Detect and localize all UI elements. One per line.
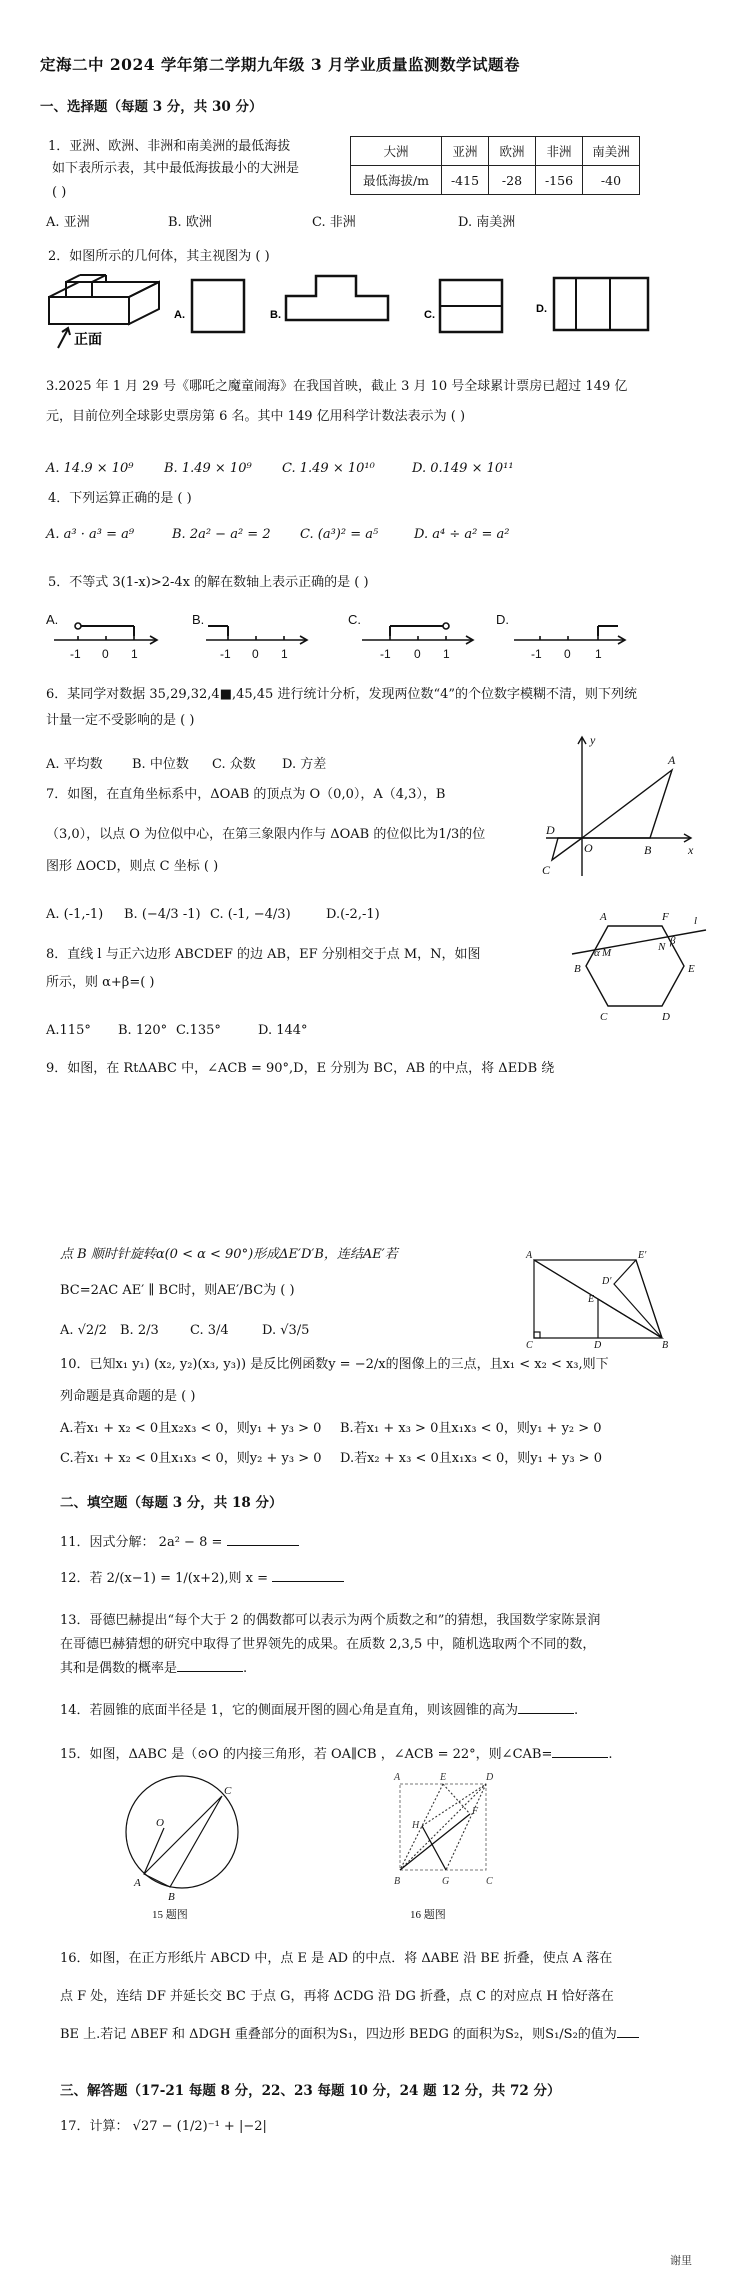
q14: 14．若圆锥的底面半径是 1，它的侧面展开图的圆心角是直角，则该圆锥的高为 . (60, 1703, 579, 1718)
q5-c-tick-0: 0 (414, 647, 421, 661)
q15: 15．如图，ΔABC 是（⊙O 的内接三角形，若 OA∥CB ，∠ACB = 22°，则∠CAB= . (60, 1747, 613, 1762)
q10-line1: 10．已知x₁ y₁) (x₂, y₂)(x₃, y₃)) 是反比例函数y = −2/x的图像上的三点，且x₁ < x₂ < x₃,则下 (60, 1357, 609, 1372)
q13-line1: 13．哥德巴赫提出“每个大于 2 的偶数都可以表示为两个质数之和”的猜想，我国数学家陈景润 (60, 1613, 601, 1628)
fig16-label-c: C (486, 1876, 493, 1887)
q13-line3: 其和是偶数的概率是 (60, 1661, 178, 1676)
q7-line2: （3,0），以点 O 为位似中心，在第三象限内作与 ΔOAB 的位似比为1/3的位 (46, 827, 486, 842)
q8-label-l: l (694, 915, 698, 927)
footer-mark: 谢里 (670, 2254, 692, 2267)
q1-line2: 如下表所示表，其中最低海拔最小的大洲是 (52, 161, 300, 176)
fig15-circle (126, 1776, 238, 1888)
q2-option-c-label[interactable]: C. (424, 309, 435, 321)
q7-option-b[interactable]: B. (−4/3 -1) (124, 907, 201, 922)
fig15-caption: 15 题图 (152, 1909, 188, 1921)
table-header-cell: 南美洲 (583, 137, 640, 166)
q4-option-d[interactable]: D. a⁴ ÷ a² = a² (414, 527, 510, 542)
q15-text: 15．如图，ΔABC 是（⊙O 的内接三角形，若 OA∥CB ，∠ACB = 22°，则∠CAB= (60, 1747, 553, 1762)
q5-b-tick-neg1: -1 (220, 647, 231, 661)
q6-line1: 6．某同学对数据 35,29,32,4■,45,45 进行统计分析，发现两位数“4”的个位数字模糊不清，则下列统 (46, 687, 638, 702)
q5-stem: 5．不等式 3(1-x)>2-4x 的解在数轴上表示正确的是 ( ) (48, 575, 369, 590)
q9-label-e-prime: E′ (638, 1250, 647, 1261)
q10-option-d[interactable]: D.若x₂ + x₃ < 0且x₁x₃ < 0，则y₁ + y₃ > 0 (340, 1451, 602, 1466)
table-cell: -28 (489, 166, 536, 195)
q8-line-l (572, 930, 706, 954)
q8-option-c[interactable]: C.135° (176, 1023, 221, 1038)
fig15-label-c: C (224, 1785, 232, 1797)
q7-option-c[interactable]: C. (-1, −4/3) (210, 907, 291, 922)
q5-option-b-label[interactable]: B. (192, 612, 205, 627)
q14-answer-blank[interactable] (518, 1713, 574, 1714)
q4-option-c[interactable]: C. (a³)² = a⁵ (300, 527, 379, 542)
q7-label-y: y (590, 733, 596, 747)
q8-option-a[interactable]: A.115° (46, 1023, 91, 1038)
table-header-cell: 非洲 (536, 137, 583, 166)
q10-line2: 列命题是真命题的是 ( ) (60, 1389, 196, 1404)
q1-option-c[interactable]: C. 非洲 (312, 215, 356, 230)
q7-triangle-oab (582, 770, 672, 838)
q5-c-tick-1: 1 (443, 647, 450, 661)
q11-text: 11．因式分解： 2a² − 8 = (60, 1535, 227, 1550)
q2-option-b-label[interactable]: B. (270, 309, 281, 321)
q8-label-e: E (688, 963, 695, 975)
q8-hexagon-figure (570, 910, 710, 1030)
fig16-label-d: D (486, 1772, 494, 1783)
table-cell: -156 (536, 166, 583, 195)
q1-option-d[interactable]: D. 南美洲 (458, 215, 516, 230)
fig16-label-e: E (440, 1772, 447, 1783)
fig16-label-b: B (394, 1876, 401, 1887)
q9-triangle-figure (526, 1250, 676, 1350)
q8-label-beta: β (670, 935, 676, 947)
q9-line2: 点 B 顺时针旋转α(0 < α < 90°)形成ΔE′D′B，连结AE′若 (60, 1247, 398, 1262)
q8-label-m: M (602, 947, 612, 959)
fig15-triangle-abc (144, 1796, 222, 1887)
q9-option-b[interactable]: B. 2/3 (120, 1323, 159, 1338)
q5-b-tick-0: 0 (252, 647, 259, 661)
q6-option-d[interactable]: D. 方差 (282, 757, 327, 772)
q7-triangle-ocd (552, 838, 582, 860)
q8-label-d: D (662, 1011, 670, 1023)
q7-label-a: A (668, 753, 676, 767)
q6-option-b[interactable]: B. 中位数 (132, 757, 189, 772)
q1-line3: ( ) (52, 185, 67, 200)
section-choice-heading: 一、选择题（每题 3 分，共 30 分） (40, 99, 263, 115)
q5-option-d-numberline[interactable] (514, 626, 625, 644)
q2-option-b-shape[interactable] (286, 276, 388, 320)
q5-option-c-numberline[interactable] (362, 623, 473, 644)
q9-label-e: E (588, 1294, 595, 1305)
q7-label-d: D (546, 823, 555, 837)
q3-option-c[interactable]: C. 1.49 × 10¹⁰ (282, 461, 375, 476)
q5-d-tick-neg1: -1 (531, 647, 542, 661)
q5-d-tick-0: 0 (564, 647, 571, 661)
q5-d-tick-1: 1 (595, 647, 602, 661)
q7-coordinate-figure (540, 730, 700, 880)
q9-rotated-triangle (614, 1260, 662, 1338)
fig15-label-o: O (156, 1817, 164, 1829)
q4-option-b[interactable]: B. 2a² − a² = 2 (172, 527, 271, 542)
q8-option-b[interactable]: B. 120° (118, 1023, 168, 1038)
fig16-square-figure (386, 1770, 506, 1920)
section-answer-heading: 三、解答题（17-21 每题 8 分，22、23 每题 10 分，24 题 12 分，共 72 分） (60, 2083, 561, 2099)
q8-label-f: F (662, 911, 669, 923)
q6-option-a[interactable]: A. 平均数 (46, 757, 103, 772)
q5-a-tick-neg1: -1 (70, 647, 81, 661)
q8-label-alpha: α (594, 947, 600, 959)
q5-a-tick-0: 0 (102, 647, 109, 661)
q1-altitude-table (350, 136, 640, 195)
q10-option-a[interactable]: A.若x₁ + x₂ < 0且x₂x₃ < 0，则y₁ + y₃ > 0 (60, 1421, 322, 1436)
q7-label-x: x (688, 843, 694, 857)
table-header-cell: 欧洲 (489, 137, 536, 166)
q9-line3: BC=2AC AE′ ∥ BC时，则AE′/BC为 ( ) (60, 1283, 295, 1298)
q9-option-d[interactable]: D. √3/5 (262, 1323, 310, 1338)
table-header-cell: 亚洲 (442, 137, 489, 166)
q5-option-c-label[interactable]: C. (348, 612, 361, 627)
q2-option-a-label[interactable]: A. (174, 309, 185, 321)
q7-line3: 图形 ΔOCD，则点 C 坐标 ( ) (46, 859, 219, 874)
q8-label-c: C (600, 1011, 608, 1023)
table-header-cell: 大洲 (351, 137, 442, 166)
q5-option-d-label[interactable]: D. (496, 612, 509, 627)
q4-stem: 4．下列运算正确的是 ( ) (48, 491, 192, 506)
q3-option-b[interactable]: B. 1.49 × 10⁹ (164, 461, 252, 476)
q12 (60, 1570, 344, 1588)
q16-line1: 16．如图，在正方形纸片 ABCD 中，点 E 是 AD 的中点．将 ΔABE 沿 BE 折叠，使点 A 落在 (60, 1951, 613, 1966)
q7-option-a[interactable]: A. (-1,-1) (46, 907, 104, 922)
q5-a-tick-1: 1 (131, 647, 138, 661)
q9-label-d-prime: D′ (602, 1276, 612, 1287)
q2-front-label: 正面 (74, 333, 102, 348)
q3-line2: 元，目前位列全球影史票房第 6 名。其中 149 亿用科学计数法表示为 ( ) (46, 409, 466, 424)
fig15-circle-figure (118, 1770, 248, 1920)
q14-text: 14．若圆锥的底面半径是 1，它的侧面展开图的圆心角是直角，则该圆锥的高为 (60, 1703, 518, 1718)
q3-option-d[interactable]: D. 0.149 × 10¹¹ (412, 461, 514, 476)
table-cell: -40 (583, 166, 640, 195)
q13-line3-wrap: 其和是偶数的概率是 . (60, 1661, 248, 1676)
q2-option-d-shape[interactable] (554, 278, 648, 330)
table-row-label: 最低海拔/m (351, 166, 442, 195)
q9-line1: 9．如图，在 RtΔABC 中，∠ACB = 90°,D，E 分别为 BC，AB 的中点，将 ΔEDB 绕 (46, 1061, 555, 1076)
fig16-label-f: F (472, 1806, 479, 1817)
q13-line2: 在哥德巴赫猜想的研究中取得了世界领先的成果。在质数 2,3,5 中，随机选取两个不同的数， (60, 1637, 596, 1652)
q7-line1: 7．如图，在直角坐标系中，ΔOAB 的顶点为 O（0,0），A（4,3），B (46, 787, 446, 802)
q16-line3-wrap (60, 2026, 639, 2044)
q12-answer-blank[interactable] (272, 1581, 344, 1582)
q15-answer-blank[interactable] (552, 1757, 608, 1758)
q2-option-d-label[interactable]: D. (536, 303, 547, 315)
q9-label-b: B (662, 1340, 669, 1351)
q5-option-a-numberline[interactable] (54, 623, 157, 644)
q5-option-b-numberline[interactable] (206, 626, 307, 644)
q10-option-b[interactable]: B.若x₁ + x₃ > 0且x₁x₃ < 0，则y₁ + y₂ > 0 (340, 1421, 602, 1436)
q7-option-d[interactable]: D.(-2,-1) (326, 907, 380, 922)
q5-option-a-label[interactable]: A. (46, 612, 59, 627)
q6-line2: 计量一定不受影响的是 ( ) (46, 713, 195, 728)
q2-stem: 2．如图所示的几何体，其主视图为 ( ) (48, 249, 270, 264)
q7-label-c: C (542, 863, 551, 877)
q8-label-n: N (658, 941, 666, 953)
q16-answer-blank[interactable] (617, 2037, 639, 2038)
fig16-caption: 16 题图 (410, 1909, 446, 1921)
q5-figure (44, 606, 644, 666)
table-cell: -415 (442, 166, 489, 195)
table-row (351, 137, 640, 166)
q9-option-c[interactable]: C. 3/4 (190, 1323, 229, 1338)
q11-answer-blank[interactable] (227, 1545, 299, 1546)
q8-line2: 所示，则 α+β=( ) (46, 975, 155, 990)
q13-answer-blank[interactable] (177, 1671, 243, 1672)
q2-figure (44, 272, 704, 352)
q8-line1: 8．直线 l 与正六边形 ABCDEF 的边 AB，EF 分别相交于点 M，N，如图 (46, 947, 481, 962)
q1-line1: 1．亚洲、欧洲、非洲和南美洲的最低海拔 (48, 139, 291, 154)
fig15-label-b: B (168, 1891, 175, 1903)
q7-label-o: O (584, 841, 593, 855)
fig16-label-g: G (442, 1876, 450, 1887)
page-title: 定海二中 2024 学年第二学期九年级 3 月学业质量监测数学试题卷 (40, 55, 521, 74)
q8-label-a: A (600, 911, 607, 923)
q9-label-d: D (594, 1340, 602, 1351)
q1-option-a[interactable]: A. 亚洲 (46, 215, 90, 230)
q16-line2: 点 F 处，连结 DF 并延长交 BC 于点 G，再将 ΔCDG 沿 DG 折叠，点 C 的对应点 H 恰好落在 (60, 1989, 614, 2004)
q9-option-a[interactable]: A. √2/2 (60, 1323, 107, 1338)
fig15-label-a: A (134, 1877, 141, 1889)
q4-option-a[interactable]: A. a³ · a³ = a⁹ (46, 527, 135, 542)
q3-option-a[interactable]: A. 14.9 × 10⁹ (46, 461, 134, 476)
q3-line1: 3.2025 年 1 月 29 号《哪吒之魔童闹海》在我国首映，截止 3 月 10 号全球累计票房已超过 149 亿 (46, 379, 628, 394)
q11 (60, 1534, 299, 1552)
q8-label-b: B (574, 963, 581, 975)
q16-line3: BE 上.若记 ΔBEF 和 ΔDGH 重叠部分的面积为S₁，四边形 BEDG 的面积为S₂，则S₁/S₂的值为 (60, 2027, 617, 2042)
table-row (351, 166, 640, 195)
fig16-label-h: H (412, 1820, 420, 1831)
q7-label-b: B (644, 843, 652, 857)
q12-text: 12．若 2/(x−1) = 1/(x+2),则 x = (60, 1571, 273, 1586)
fig16-label-a: A (394, 1772, 401, 1783)
q10-option-c[interactable]: C.若x₁ + x₂ < 0且x₁x₃ < 0，则y₂ + y₃ > 0 (60, 1451, 322, 1466)
q6-option-c[interactable]: C. 众数 (212, 757, 256, 772)
q8-option-d[interactable]: D. 144° (258, 1023, 308, 1038)
q17: 17．计算： √27 − (1/2)⁻¹ + |−2| (60, 2119, 267, 2134)
q2-option-a-shape[interactable] (192, 280, 244, 332)
q2-solid-drawing (49, 275, 159, 348)
q9-label-a: A (526, 1250, 533, 1261)
q9-label-c: C (526, 1340, 533, 1351)
q5-b-tick-1: 1 (281, 647, 288, 661)
section-fill-heading: 二、填空题（每题 3 分，共 18 分） (60, 1495, 283, 1511)
q1-option-b[interactable]: B. 欧洲 (168, 215, 212, 230)
q5-c-tick-neg1: -1 (380, 647, 391, 661)
